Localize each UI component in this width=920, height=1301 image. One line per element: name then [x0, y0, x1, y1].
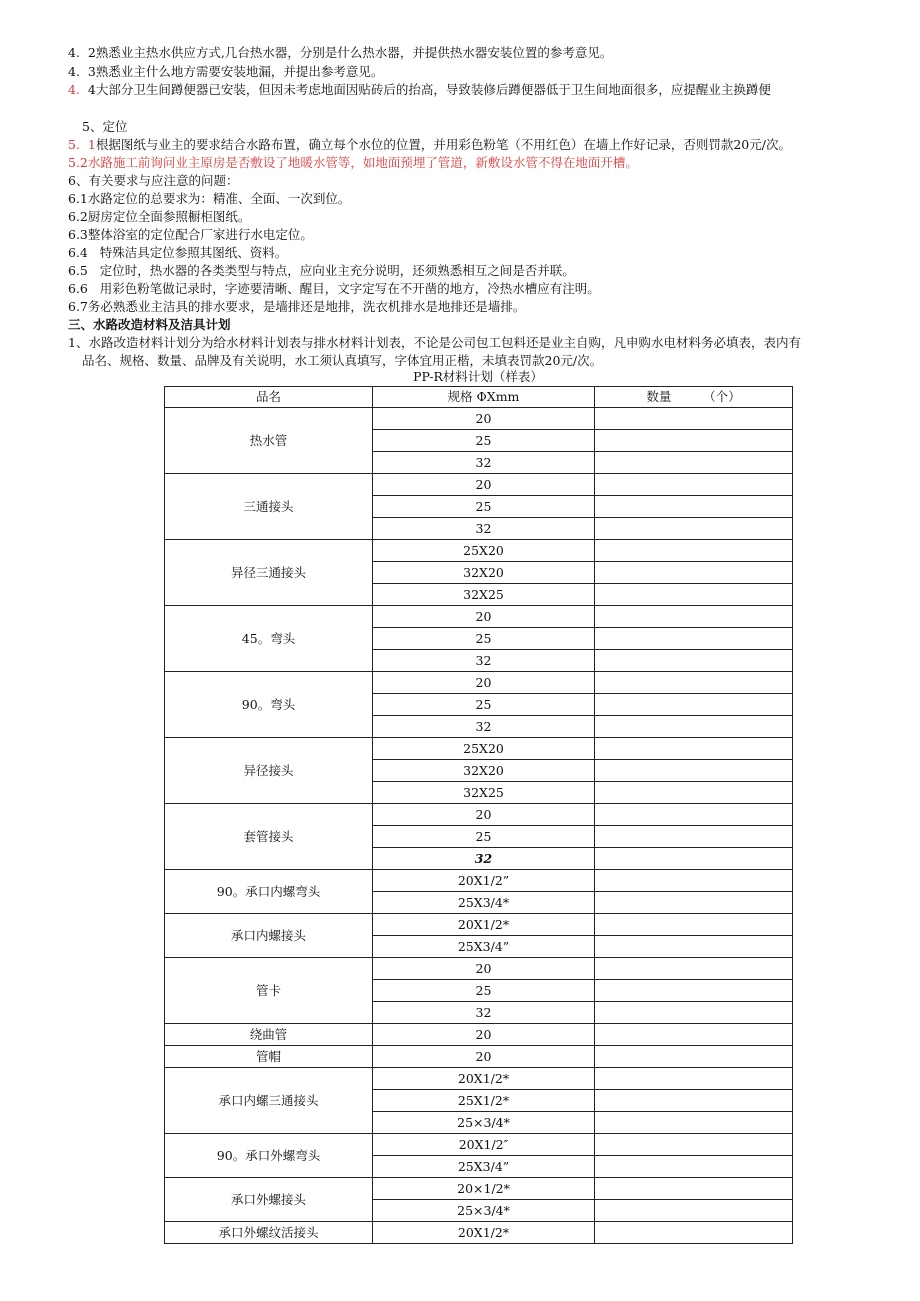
- qty-cell[interactable]: [595, 650, 793, 672]
- qty-cell[interactable]: [595, 694, 793, 716]
- paragraph-4-2: [68, 44, 612, 62]
- qty-cell[interactable]: [595, 584, 793, 606]
- qty-cell[interactable]: [595, 782, 793, 804]
- spec-cell: 32: [373, 848, 595, 870]
- spec-cell: 20×1/2*: [373, 1178, 595, 1200]
- spec-cell: 25X3/4*: [373, 892, 595, 914]
- spec-cell: 20X1/2*: [373, 1222, 595, 1244]
- table-caption: PP-R材料计划（样表）: [413, 369, 543, 384]
- spec-cell: 25X20: [373, 738, 595, 760]
- qty-cell[interactable]: [595, 452, 793, 474]
- qty-cell[interactable]: [595, 936, 793, 958]
- spec-cell: 32: [373, 716, 595, 738]
- item-name-cell: 90。承口内螺弯头: [165, 870, 373, 914]
- section-6-title: 6、有关要求与应注意的问题：: [68, 173, 239, 188]
- item-sub: 1: [87, 137, 96, 152]
- qty-cell[interactable]: [595, 540, 793, 562]
- item-name-cell: 绕曲管: [165, 1024, 373, 1046]
- section-5-item-1: [68, 136, 791, 154]
- section-6-item: 6.1水路定位的总要求为：精准、全面、一次到位。: [68, 191, 351, 206]
- section-5-title: 5、定位: [82, 119, 128, 134]
- section-6-item: 6.2厨房定位全面参照橱柜图纸。: [68, 209, 251, 224]
- table-row: [165, 1046, 793, 1068]
- spec-cell: 25X3/4”: [373, 1156, 595, 1178]
- spec-cell: 20: [373, 672, 595, 694]
- qty-cell[interactable]: [595, 738, 793, 760]
- table-header-row: [165, 387, 793, 408]
- qty-cell[interactable]: [595, 716, 793, 738]
- spec-cell: 20: [373, 804, 595, 826]
- spec-cell: 25: [373, 826, 595, 848]
- qty-cell[interactable]: [595, 914, 793, 936]
- item-name-cell: 异径接头: [165, 738, 373, 804]
- qty-cell[interactable]: [595, 1090, 793, 1112]
- para-num: 4.: [68, 82, 80, 97]
- section-6-item: 6.6 用彩色粉笔做记录时，字迹要清晰、醒目，文字定写在不开凿的地方，冷热水槽应有注明。: [68, 281, 600, 296]
- table-row: [165, 738, 793, 760]
- spec-cell: 25X1/2*: [373, 1090, 595, 1112]
- table-row: [165, 1178, 793, 1200]
- paragraph-4-4: [68, 81, 771, 99]
- table-row: [165, 870, 793, 892]
- qty-cell[interactable]: [595, 958, 793, 980]
- spec-cell: 25: [373, 694, 595, 716]
- item-name-cell: 90。弯头: [165, 672, 373, 738]
- qty-cell[interactable]: [595, 430, 793, 452]
- spec-cell: 32: [373, 650, 595, 672]
- header-name: 品名: [165, 387, 373, 408]
- item-name-cell: 承口外螺接头: [165, 1178, 373, 1222]
- qty-cell[interactable]: [595, 1178, 793, 1200]
- spec-cell: 25: [373, 628, 595, 650]
- table-row: [165, 914, 793, 936]
- table-row: [165, 958, 793, 980]
- item-name-cell: 45。弯头: [165, 606, 373, 672]
- para-num: 4.: [68, 64, 80, 79]
- section-3-line-1: 1、水路改造材料计划分为给水材料计划表与排水材料计划表，不论是公司包工包料还是业主自购，凡申购水电材料务必填表，表内有: [68, 335, 801, 350]
- spec-cell: 25×3/4*: [373, 1200, 595, 1222]
- item-name-cell: 三通接头: [165, 474, 373, 540]
- item-num: 5.: [68, 137, 80, 152]
- spec-cell: 32X20: [373, 760, 595, 782]
- item-name-cell: 承口内螺三通接头: [165, 1068, 373, 1134]
- table-row: [165, 606, 793, 628]
- qty-cell[interactable]: [595, 804, 793, 826]
- table-row: [165, 540, 793, 562]
- qty-cell[interactable]: [595, 1112, 793, 1134]
- spec-cell: 20: [373, 1046, 595, 1068]
- spec-cell: 25X3/4”: [373, 936, 595, 958]
- spec-cell: 20X1/2*: [373, 914, 595, 936]
- para-text: 3熟悉业主什么地方需要安装地漏，并提出参考意见。: [87, 64, 384, 79]
- qty-cell[interactable]: [595, 672, 793, 694]
- item-name-cell: 管帽: [165, 1046, 373, 1068]
- item-name-cell: 异径三通接头: [165, 540, 373, 606]
- spec-cell: 20: [373, 606, 595, 628]
- qty-cell[interactable]: [595, 474, 793, 496]
- qty-cell[interactable]: [595, 408, 793, 430]
- spec-cell: 25×3/4*: [373, 1112, 595, 1134]
- qty-cell[interactable]: [595, 1002, 793, 1024]
- section-6-item: 6.4 特殊洁具定位参照其图纸、资料。: [68, 245, 288, 260]
- spec-cell: 25: [373, 496, 595, 518]
- table-row: [165, 408, 793, 430]
- spec-cell: 32X20: [373, 562, 595, 584]
- qty-cell[interactable]: [595, 1046, 793, 1068]
- spec-cell: 20X1/2″: [373, 1134, 595, 1156]
- spec-cell: 32: [373, 518, 595, 540]
- qty-cell[interactable]: [595, 628, 793, 650]
- qty-cell[interactable]: [595, 1156, 793, 1178]
- paragraph-4-3: [68, 63, 383, 81]
- qty-cell[interactable]: [595, 760, 793, 782]
- spec-cell: 32: [373, 1002, 595, 1024]
- spec-cell: 20: [373, 958, 595, 980]
- item-name-cell: 承口内螺接头: [165, 914, 373, 958]
- qty-cell[interactable]: [595, 980, 793, 1002]
- spec-cell: 20X1/2*: [373, 1068, 595, 1090]
- qty-cell[interactable]: [595, 826, 793, 848]
- spec-cell: 32X25: [373, 584, 595, 606]
- qty-cell[interactable]: [595, 1068, 793, 1090]
- section-5-item-2: 5.2水路施工前询问业主原房是否敷设了地暖水管等，如地面预埋了管道，新敷设水管不得在地面开槽。: [68, 155, 638, 170]
- table-row: [165, 474, 793, 496]
- section-6-item: 6.3整体浴室的定位配合厂家进行水电定位。: [68, 227, 313, 242]
- table-row: [165, 1024, 793, 1046]
- material-table: [164, 386, 793, 1244]
- table-row: [165, 1068, 793, 1090]
- spec-cell: 20X1/2”: [373, 870, 595, 892]
- section-6-item: 6.5 定位时，热水器的各类类型与特点，应向业主充分说明，还须熟悉相互之间是否并联。: [68, 263, 575, 278]
- qty-cell[interactable]: [595, 606, 793, 628]
- table-row: [165, 1222, 793, 1244]
- spec-cell: 20: [373, 1024, 595, 1046]
- qty-cell[interactable]: [595, 870, 793, 892]
- section-3-line-2: 品名、规格、数量、品牌及有关说明，水工须认真填写，字体宜用正楷，未填表罚款20元/次。: [82, 353, 603, 368]
- item-name-cell: 管卡: [165, 958, 373, 1024]
- spec-cell: 25X20: [373, 540, 595, 562]
- spec-cell: 20: [373, 408, 595, 430]
- qty-cell[interactable]: [595, 892, 793, 914]
- section-6-item: 6.7务必熟悉业主洁具的排水要求，是墙排还是地排，洗衣机排水是地排还是墙排。: [68, 299, 526, 314]
- table-row: [165, 1134, 793, 1156]
- qty-cell[interactable]: [595, 496, 793, 518]
- qty-cell[interactable]: [595, 562, 793, 584]
- spec-cell: 25: [373, 430, 595, 452]
- item-name-cell: 90。承口外螺弯头: [165, 1134, 373, 1178]
- spec-cell: 25: [373, 980, 595, 1002]
- item-name-cell: 套管接头: [165, 804, 373, 870]
- qty-cell[interactable]: [595, 848, 793, 870]
- qty-cell[interactable]: [595, 1024, 793, 1046]
- para-text: 4大部分卫生间蹲便器已安装，但因未考虑地面因贴砖后的抬高，导致装修后蹲便器低于卫生间地面很多，应提醒业主换蹲便: [87, 82, 771, 97]
- header-spec: 规格 ΦXmm: [373, 387, 595, 408]
- qty-cell[interactable]: [595, 1200, 793, 1222]
- section-3-title: 三、水路改造材料及洁具计划: [68, 317, 231, 332]
- item-name-cell: 热水管: [165, 408, 373, 474]
- item-name-cell: 承口外螺纹活接头: [165, 1222, 373, 1244]
- table-row: [165, 672, 793, 694]
- item-text: 根据图纸与业主的要求结合水路布置，确立每个水位的位置，并用彩色粉笔（不用红色）在墙上作好记录，否则罚款20元/次。: [95, 137, 791, 152]
- spec-cell: 32: [373, 452, 595, 474]
- spec-cell: 20: [373, 474, 595, 496]
- para-text: 2熟悉业主热水供应方式,几台热水器，分别是什么热水器，并提供热水器安装位置的参考意见。: [87, 45, 613, 60]
- spec-cell: 32X25: [373, 782, 595, 804]
- header-qty: 数量 （个）: [595, 387, 793, 408]
- table-row: [165, 804, 793, 826]
- qty-cell[interactable]: [595, 1134, 793, 1156]
- qty-cell[interactable]: [595, 1222, 793, 1244]
- para-num: 4.: [68, 45, 80, 60]
- qty-cell[interactable]: [595, 518, 793, 540]
